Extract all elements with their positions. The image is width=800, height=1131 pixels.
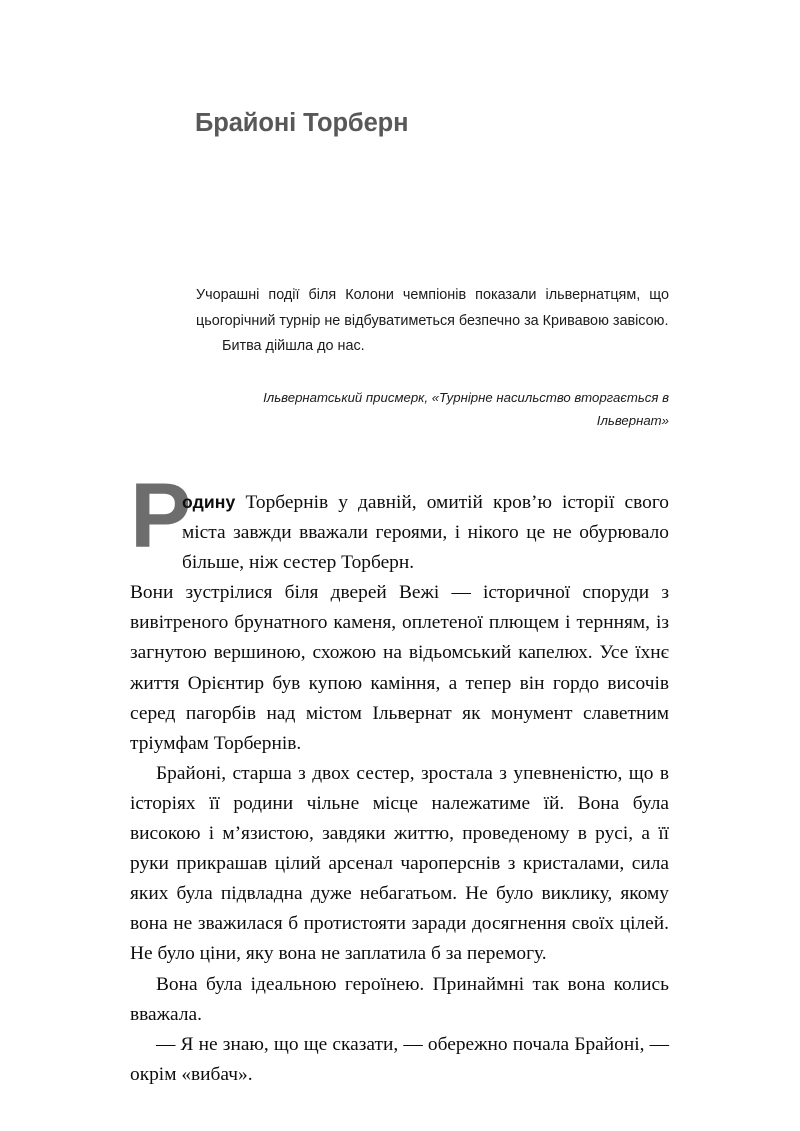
body-text xyxy=(130,487,669,1090)
paragraph-2: Вони зустрілися біля дверей Вежі — історичної споруди з вивітреного брунатного каменя, оплетеної плющем і тернням, із загнутою вершиною, схожою на відьомський капелюх. Усе їхнє життя Орієнтир був купою каміння, а тепер він гордо височів серед пагорбів над містом Ільвернат як монумент славетним тріумфам Торбернів. xyxy=(130,582,669,754)
paragraph-3: Брайоні, старша з двох сестер, зростала з упевненістю, що в історіях її родини чільне місце належатиме їй. Вона була високою і м’язистою, завдяки життю, проведеному в русі, а її руки прикрашав цілий арсенал чароперснів з кристалами, сила яких була підвладна дуже небагатьом. Не було виклику, якому вона не зважилася б протистояти заради досягнення своїх цілей. Не було ціни, яку вона не заплатила б за перемогу. xyxy=(130,762,669,965)
paragraph-4: Вона була ідеальною героїнею. Принаймні так вона колись вважала. xyxy=(130,973,669,1025)
epigraph-source-attribution: Ільвернатський присмерк, «Турнірне насильство вторгається в Ільвернат» xyxy=(263,390,669,428)
page-title: Брайоні Торберн xyxy=(195,109,409,138)
epigraph xyxy=(196,283,669,360)
paragraph-1-text: Торбернів у давній, омитій кров’ю історії свого міста завжди вважали героями, і нікого це не обурювало більше, ніж сестер Торберн. xyxy=(182,492,669,574)
epigraph-paragraph-2: Битва дійшла до нас. xyxy=(222,338,365,355)
dropcap-letter: Р xyxy=(130,465,192,567)
paragraph-1 xyxy=(130,487,669,578)
dropcap-continuation: одину xyxy=(182,492,236,512)
epigraph-paragraph-1: Учорашні події біля Колони чемпіонів показали ільвернатцям, що цьогорічний турнір не відбуватиметься безпечно за Кривавою завісою. xyxy=(196,287,669,329)
paragraph-5: — Я не знаю, що ще сказати, — обережно почала Брайоні, — окрім «вибач». xyxy=(130,1033,669,1085)
dropcap-spacer xyxy=(130,487,182,575)
